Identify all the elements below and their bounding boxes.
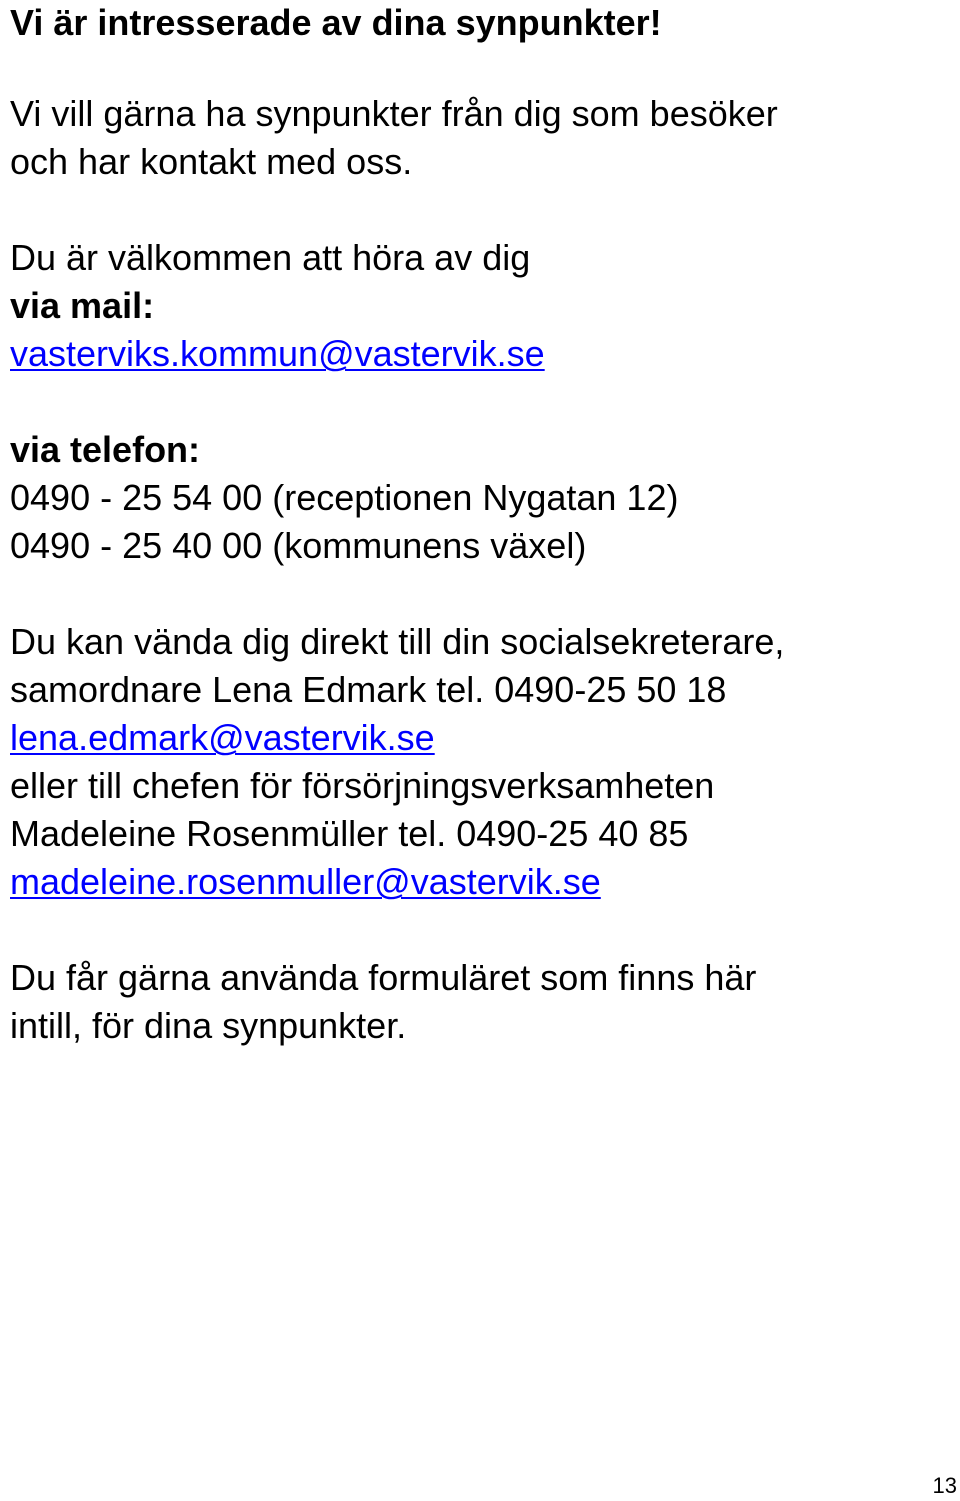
form-note-line-1: Du får gärna använda formuläret som finns här	[10, 957, 757, 998]
spacer	[10, 44, 950, 90]
direct-contact-line-4: Madeleine Rosenmüller tel. 0490-25 40 85	[10, 813, 689, 854]
spacer	[10, 570, 950, 618]
form-note-line-2: intill, för dina synpunkter.	[10, 1005, 407, 1046]
intro-line-1: Vi vill gärna ha synpunkter från dig som besöker	[10, 93, 778, 134]
welcome-text: Du är välkommen att höra av dig	[10, 237, 531, 278]
spacer	[10, 186, 950, 234]
page-title: Vi är intresserade av dina synpunkter!	[10, 2, 662, 43]
page-number: 13	[932, 1473, 957, 1498]
phone-reception: 0490 - 25 54 00 (receptionen Nygatan 12)	[10, 477, 679, 518]
spacer	[10, 378, 950, 426]
phone-label: via telefon:	[10, 429, 201, 470]
mail-label: via mail:	[10, 285, 155, 326]
madeleine-rosenmuller-email-link[interactable]: madeleine.rosenmuller@vastervik.se	[10, 861, 601, 902]
document-page	[10, 0, 950, 1050]
phone-switchboard: 0490 - 25 40 00 (kommunens växel)	[10, 525, 587, 566]
direct-contact-line-1: Du kan vända dig direkt till din socialsekreterare,	[10, 621, 785, 662]
direct-contact-line-3: eller till chefen för försörjningsverksamheten	[10, 765, 715, 806]
intro-line-2: och har kontakt med oss.	[10, 141, 413, 182]
lena-edmark-email-link[interactable]: lena.edmark@vastervik.se	[10, 717, 435, 758]
spacer	[10, 906, 950, 954]
municipality-email-link[interactable]: vasterviks.kommun@vastervik.se	[10, 333, 545, 374]
direct-contact-line-2: samordnare Lena Edmark tel. 0490-25 50 18	[10, 669, 727, 710]
